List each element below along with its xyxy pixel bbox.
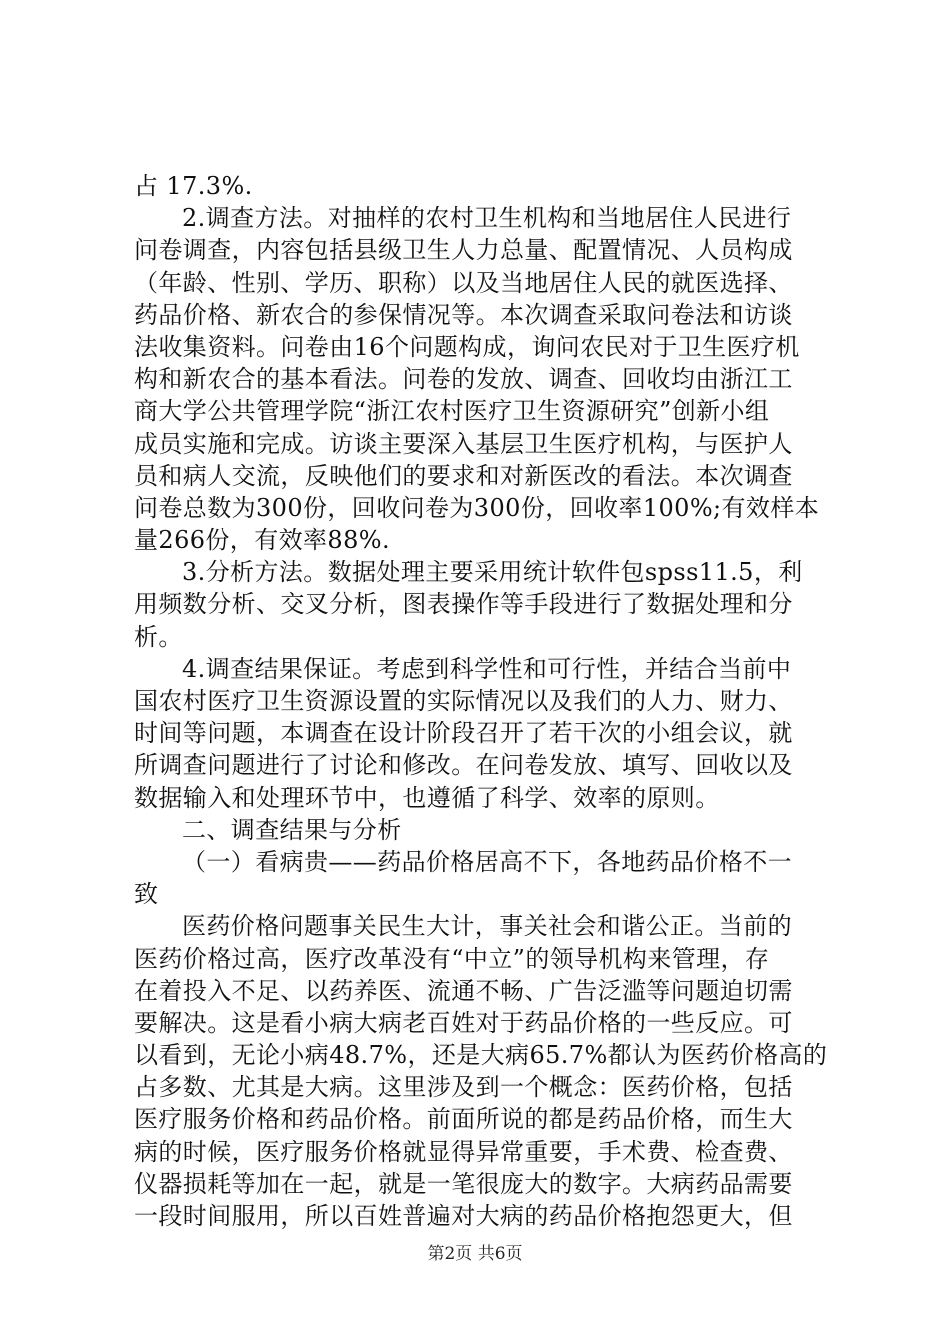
text-line: 问卷总数为300份，回收问卷为300份，回收率100%;有效样本 — [134, 493, 820, 522]
text-line: 占 17.3%. — [134, 172, 253, 200]
text-line: 构和新农合的基本看法。问卷的发放、调查、回收均由浙江工 — [134, 365, 793, 394]
text-line: 药品价格、新农合的参保情况等。本次调查采取问卷法和访谈 — [134, 300, 793, 329]
text-line: 以看到，无论小病48.7%，还是大病65.7%都认为医药价格高的 — [134, 1041, 828, 1070]
text-line: 占多数、尤其是大病。这里涉及到一个概念：医药价格，包括 — [134, 1073, 793, 1102]
text-line: 法收集资料。问卷由16个问题构成，询问农民对于卫生医疗机 — [134, 332, 800, 361]
text-line: 医疗服务价格和药品价格。前面所说的都是药品价格，而生大 — [134, 1105, 793, 1134]
paragraph-survey-method: 2.调查方法。对抽样的农村卫生机构和当地居住人民进行 — [182, 204, 792, 233]
text-line: 在着投入不足、以药养医、流通不畅、广告泛滥等问题迫切需 — [134, 976, 793, 1005]
text-line: 析。 — [134, 622, 183, 651]
text-line: 商大学公共管理学院“浙江农村医疗卫生资源研究”创新小组 — [134, 397, 770, 426]
section-heading: 二、调查结果与分析 — [182, 815, 402, 844]
text-line: 国农村医疗卫生资源设置的实际情况以及我们的人力、财力、 — [134, 687, 793, 715]
text-line: 时间等问题，本调查在设计阶段召开了若干次的小组会议，就 — [134, 719, 793, 748]
text-line: 问卷调查，内容包括县级卫生人力总量、配置情况、人员构成 — [134, 236, 793, 265]
text-line: 量266份，有效率88%. — [134, 526, 390, 555]
text-line: 要解决。这是看小病大病老百姓对于药品价格的一些反应。可 — [134, 1008, 793, 1037]
document-body — [134, 170, 830, 1232]
text-line: 致 — [134, 880, 159, 909]
paragraph-drug-prices: 医药价格问题事关民生大计，事关社会和谐公正。当前的 — [182, 912, 792, 941]
text-line: （年龄、性别、学历、职称）以及当地居住人民的就医选择、 — [134, 268, 793, 297]
text-line: 病的时候，医疗服务价格就显得异常重要，手术费、检查费、 — [134, 1137, 793, 1166]
text-line: 一段时间服用，所以百姓普遍对大病的药品价格抱怨更大，但 — [134, 1202, 793, 1230]
subsection-heading: （一）看病贵——药品价格居高不下，各地药品价格不一 — [182, 847, 792, 876]
text-line: 成员实施和完成。访谈主要深入基层卫生医疗机构，与医护人 — [134, 429, 793, 458]
text-line: 用频数分析、交叉分析，图表操作等手段进行了数据处理和分 — [134, 590, 793, 619]
text-line: 员和病人交流，反映他们的要求和对新医改的看法。本次调查 — [134, 461, 793, 490]
paragraph-analysis-method: 3.分析方法。数据处理主要采用统计软件包spss11.5，利 — [182, 558, 803, 587]
text-line: 医药价格过高，医疗改革没有“中立”的领导机构来管理，存 — [134, 944, 770, 973]
text-line: 数据输入和处理环节中，也遵循了科学、效率的原则。 — [134, 783, 720, 812]
text-line: 仪器损耗等加在一起，就是一笔很庞大的数字。大病药品需要 — [134, 1169, 793, 1198]
paragraph-result-guarantee: 4.调查结果保证。考虑到科学性和可行性，并结合当前中 — [182, 654, 792, 683]
text-line: 所调查问题进行了讨论和修改。在问卷发放、填写、回收以及 — [134, 751, 793, 780]
page-footer: 第2页 共6页 — [427, 1244, 523, 1264]
